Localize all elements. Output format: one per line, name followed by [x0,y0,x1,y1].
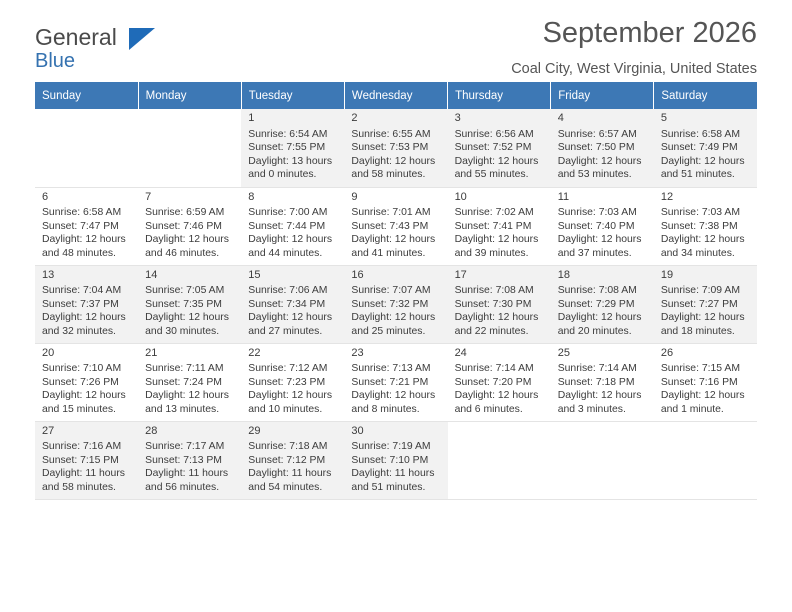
day-sunset-text: Sunset: 7:16 PM [660,376,738,388]
day-details [661,128,751,182]
day-number: 30 [351,424,364,437]
day-sunset-text: Sunset: 7:50 PM [557,142,635,154]
day-details [351,284,441,338]
day-details [42,284,132,338]
day-daylight1-text: Daylight: 12 hours [248,312,333,324]
calendar-week-row [35,421,757,499]
day-sunrise-text: Sunrise: 7:08 AM [454,285,534,297]
day-daylight2-text: and 15 minutes. [42,403,116,415]
day-daylight1-text: Daylight: 12 hours [660,234,745,246]
day-sunset-text: Sunset: 7:37 PM [42,298,119,310]
day-daylight2-text: and 56 minutes. [145,481,220,493]
day-sunrise-text: Sunrise: 7:19 AM [351,441,431,453]
calendar-week-row [35,187,757,265]
day-sunrise-text: Sunrise: 7:03 AM [557,207,637,219]
day-sunrise-text: Sunrise: 7:09 AM [660,285,740,297]
day-number: 7 [145,190,152,203]
day-number: 26 [660,346,674,359]
calendar-day-cell[interactable] [344,421,447,499]
day-daylight1-text: Daylight: 12 hours [454,390,539,402]
calendar-day-cell[interactable] [551,265,654,343]
location-subtitle: Coal City, West Virginia, United States [511,60,757,77]
day-daylight2-text: and 30 minutes. [145,325,220,337]
calendar-week-row [35,265,757,343]
calendar-day-cell[interactable] [551,109,654,187]
day-number: 5 [660,112,667,124]
calendar-day-empty [448,421,551,499]
day-daylight2-text: and 58 minutes. [351,169,426,181]
day-number: 15 [248,268,261,281]
day-sunset-text: Sunset: 7:40 PM [557,220,635,232]
day-sunset-text: Sunset: 7:34 PM [248,298,326,310]
day-details [145,362,235,416]
day-sunrise-text: Sunrise: 7:04 AM [42,285,122,297]
weekday-header-monday: Monday [138,82,241,109]
day-daylight1-text: Daylight: 12 hours [454,234,539,246]
day-daylight1-text: Daylight: 12 hours [660,390,745,402]
day-sunrise-text: Sunrise: 6:58 AM [660,128,740,140]
day-sunrise-text: Sunrise: 6:57 AM [557,128,637,140]
day-daylight2-text: and 3 minutes. [557,403,626,415]
calendar-day-cell[interactable] [241,343,344,421]
day-sunset-text: Sunset: 7:44 PM [248,220,326,232]
day-sunset-text: Sunset: 7:21 PM [351,376,429,388]
day-number: 3 [454,112,461,124]
calendar-day-cell[interactable] [448,187,551,265]
calendar-day-cell[interactable] [344,109,447,187]
day-details [42,206,132,260]
day-daylight1-text: Daylight: 12 hours [660,155,745,167]
day-details [661,284,751,338]
day-sunset-text: Sunset: 7:18 PM [557,376,635,388]
day-number: 11 [557,190,570,203]
day-sunrise-text: Sunrise: 6:59 AM [145,207,225,219]
day-details [42,362,132,416]
day-sunrise-text: Sunrise: 7:11 AM [145,363,224,375]
day-number: 6 [42,190,49,203]
day-number: 19 [660,268,674,281]
day-number: 2 [351,112,358,124]
day-daylight1-text: Daylight: 12 hours [248,390,333,402]
day-daylight2-text: and 22 minutes. [454,325,529,337]
day-daylight2-text: and 6 minutes. [454,403,523,415]
day-number: 12 [660,190,674,203]
day-daylight2-text: and 18 minutes. [660,325,735,337]
day-sunrise-text: Sunrise: 7:08 AM [557,285,637,297]
day-sunset-text: Sunset: 7:55 PM [248,142,326,154]
day-sunrise-text: Sunrise: 6:54 AM [248,128,328,140]
calendar-day-cell[interactable] [551,343,654,421]
day-daylight2-text: and 54 minutes. [248,481,323,493]
day-sunset-text: Sunset: 7:38 PM [660,220,738,232]
day-sunrise-text: Sunrise: 7:07 AM [351,285,431,297]
page-header [35,0,757,77]
logo-primary-text: General [35,24,117,50]
weekday-header-thursday: Thursday [448,82,551,109]
day-number: 27 [42,424,55,437]
day-sunset-text: Sunset: 7:43 PM [351,220,429,232]
day-details [248,362,338,416]
day-details [558,362,648,416]
calendar-day-cell[interactable] [35,343,138,421]
day-sunset-text: Sunset: 7:30 PM [454,298,532,310]
calendar-day-cell[interactable] [138,265,241,343]
day-daylight2-text: and 41 minutes. [351,247,426,259]
day-sunset-text: Sunset: 7:23 PM [248,376,326,388]
day-daylight2-text: and 25 minutes. [351,325,426,337]
day-sunrise-text: Sunrise: 7:03 AM [660,207,740,219]
day-number: 1 [248,112,255,124]
day-sunset-text: Sunset: 7:13 PM [145,454,222,466]
day-details [558,284,648,338]
day-sunset-text: Sunset: 7:29 PM [557,298,635,310]
day-sunset-text: Sunset: 7:52 PM [454,142,532,154]
day-daylight1-text: Daylight: 12 hours [351,390,436,402]
calendar-day-cell[interactable] [448,109,551,187]
day-daylight1-text: Daylight: 12 hours [145,234,229,246]
day-details [248,440,338,494]
day-daylight1-text: Daylight: 12 hours [454,155,539,167]
day-sunset-text: Sunset: 7:49 PM [660,142,738,154]
day-daylight2-text: and 51 minutes. [660,169,735,181]
day-daylight2-text: and 46 minutes. [145,247,220,259]
day-daylight2-text: and 58 minutes. [42,481,116,493]
day-details [351,206,441,260]
general-blue-logo [35,26,235,76]
weekday-header-row [35,82,757,109]
day-sunrise-text: Sunrise: 7:14 AM [557,363,637,375]
day-number: 29 [248,424,261,437]
day-sunrise-text: Sunrise: 7:14 AM [454,363,534,375]
calendar-day-cell[interactable] [241,187,344,265]
day-sunrise-text: Sunrise: 6:55 AM [351,128,431,140]
day-daylight2-text: and 1 minute. [660,403,724,415]
day-sunset-text: Sunset: 7:24 PM [145,376,222,388]
day-daylight2-text: and 10 minutes. [248,403,323,415]
day-sunset-text: Sunset: 7:20 PM [454,376,532,388]
day-details [351,128,441,182]
calendar-day-cell[interactable] [654,109,757,187]
day-sunset-text: Sunset: 7:53 PM [351,142,429,154]
day-number: 13 [42,268,55,281]
day-sunrise-text: Sunrise: 6:56 AM [454,128,534,140]
day-details [145,440,235,494]
day-number: 18 [557,268,570,281]
day-sunset-text: Sunset: 7:32 PM [351,298,429,310]
day-daylight2-text: and 34 minutes. [660,247,735,259]
calendar-day-cell[interactable] [138,187,241,265]
calendar-day-cell[interactable] [654,343,757,421]
day-sunrise-text: Sunrise: 7:05 AM [145,285,225,297]
day-details [145,284,235,338]
day-daylight2-text: and 51 minutes. [351,481,426,493]
calendar-day-empty [138,109,241,187]
day-sunset-text: Sunset: 7:27 PM [660,298,738,310]
day-number: 22 [248,346,261,359]
day-daylight2-text: and 37 minutes. [557,247,632,259]
calendar-week-row [35,343,757,421]
day-details [455,362,545,416]
day-number: 21 [145,346,158,359]
calendar-day-cell[interactable] [241,421,344,499]
day-sunrise-text: Sunrise: 7:01 AM [351,207,431,219]
day-details [661,362,751,416]
day-sunrise-text: Sunrise: 7:15 AM [660,363,740,375]
day-daylight1-text: Daylight: 11 hours [248,468,332,480]
day-daylight2-text: and 32 minutes. [42,325,116,337]
day-daylight2-text: and 0 minutes. [248,169,317,181]
day-details [661,206,751,260]
day-details [248,206,338,260]
day-sunset-text: Sunset: 7:12 PM [248,454,326,466]
day-daylight1-text: Daylight: 12 hours [660,312,745,324]
day-daylight1-text: Daylight: 12 hours [42,312,126,324]
day-number: 10 [454,190,467,203]
calendar-day-cell[interactable] [35,265,138,343]
day-daylight2-text: and 27 minutes. [248,325,323,337]
logo-secondary-text: Blue [35,50,76,72]
day-daylight1-text: Daylight: 12 hours [557,312,642,324]
day-sunrise-text: Sunrise: 7:10 AM [42,363,122,375]
day-number: 25 [557,346,570,359]
day-daylight2-text: and 8 minutes. [351,403,420,415]
weekday-header-saturday: Saturday [654,82,757,109]
weekday-header-wednesday: Wednesday [344,82,447,109]
day-details [145,206,235,260]
day-number: 20 [42,346,55,359]
day-sunrise-text: Sunrise: 7:06 AM [248,285,328,297]
day-daylight1-text: Daylight: 11 hours [42,468,125,480]
day-sunset-text: Sunset: 7:47 PM [42,220,119,232]
day-number: 23 [351,346,364,359]
day-details [455,128,545,182]
calendar-day-cell[interactable] [138,421,241,499]
day-number: 9 [351,190,358,203]
day-sunrise-text: Sunrise: 7:13 AM [351,363,431,375]
sunrise-sunset-calendar [35,82,757,500]
day-daylight1-text: Daylight: 11 hours [351,468,435,480]
day-daylight1-text: Daylight: 12 hours [454,312,539,324]
day-daylight2-text: and 55 minutes. [454,169,529,181]
day-sunrise-text: Sunrise: 7:18 AM [248,441,328,453]
day-details [455,206,545,260]
calendar-week-row [35,109,757,187]
day-details [351,362,441,416]
day-daylight1-text: Daylight: 13 hours [248,155,333,167]
day-number: 8 [248,190,255,203]
day-sunrise-text: Sunrise: 7:17 AM [145,441,225,453]
calendar-day-cell[interactable] [241,109,344,187]
day-sunrise-text: Sunrise: 7:16 AM [42,441,122,453]
day-details [351,440,441,494]
weekday-header-sunday: Sunday [35,82,138,109]
day-sunrise-text: Sunrise: 7:00 AM [248,207,328,219]
day-daylight1-text: Daylight: 12 hours [351,155,436,167]
day-daylight2-text: and 39 minutes. [454,247,529,259]
day-daylight1-text: Daylight: 11 hours [145,468,229,480]
calendar-day-cell[interactable] [654,265,757,343]
day-sunset-text: Sunset: 7:26 PM [42,376,119,388]
calendar-day-cell[interactable] [448,343,551,421]
calendar-day-empty [654,421,757,499]
calendar-day-cell[interactable] [344,187,447,265]
day-daylight1-text: Daylight: 12 hours [557,390,642,402]
calendar-day-cell[interactable] [35,421,138,499]
day-daylight2-text: and 48 minutes. [42,247,116,259]
day-daylight1-text: Daylight: 12 hours [42,234,126,246]
day-daylight1-text: Daylight: 12 hours [557,155,642,167]
day-details [558,128,648,182]
day-sunset-text: Sunset: 7:46 PM [145,220,222,232]
day-daylight1-text: Daylight: 12 hours [248,234,333,246]
calendar-day-empty [35,109,138,187]
day-daylight2-text: and 53 minutes. [557,169,632,181]
calendar-day-cell[interactable] [551,187,654,265]
day-daylight1-text: Daylight: 12 hours [145,390,229,402]
day-number: 28 [145,424,158,437]
calendar-day-cell[interactable] [344,343,447,421]
calendar-day-cell[interactable] [241,265,344,343]
calendar-day-cell[interactable] [138,343,241,421]
day-sunset-text: Sunset: 7:41 PM [454,220,532,232]
day-daylight2-text: and 20 minutes. [557,325,632,337]
page-title: September 2026 [542,17,757,49]
day-sunset-text: Sunset: 7:10 PM [351,454,429,466]
day-daylight2-text: and 13 minutes. [145,403,220,415]
weekday-header-friday: Friday [551,82,654,109]
day-daylight1-text: Daylight: 12 hours [42,390,126,402]
day-details [248,284,338,338]
day-daylight1-text: Daylight: 12 hours [351,234,436,246]
day-number: 14 [145,268,158,281]
day-sunset-text: Sunset: 7:35 PM [145,298,222,310]
day-sunrise-text: Sunrise: 7:12 AM [248,363,328,375]
day-number: 17 [454,268,467,281]
day-daylight1-text: Daylight: 12 hours [145,312,229,324]
day-number: 4 [557,112,564,124]
flag-icon [129,28,155,50]
day-daylight2-text: and 44 minutes. [248,247,323,259]
day-details [42,440,132,494]
calendar-day-empty [551,421,654,499]
day-sunrise-text: Sunrise: 7:02 AM [454,207,534,219]
day-sunrise-text: Sunrise: 6:58 AM [42,207,122,219]
day-daylight1-text: Daylight: 12 hours [557,234,642,246]
day-number: 16 [351,268,364,281]
day-details [248,128,338,182]
day-daylight1-text: Daylight: 12 hours [351,312,436,324]
day-sunset-text: Sunset: 7:15 PM [42,454,119,466]
calendar-day-cell[interactable] [344,265,447,343]
calendar-day-cell[interactable] [448,265,551,343]
calendar-day-cell[interactable] [35,187,138,265]
weekday-header-tuesday: Tuesday [241,82,344,109]
day-details [455,284,545,338]
day-details [558,206,648,260]
calendar-day-cell[interactable] [654,187,757,265]
day-number: 24 [454,346,467,359]
